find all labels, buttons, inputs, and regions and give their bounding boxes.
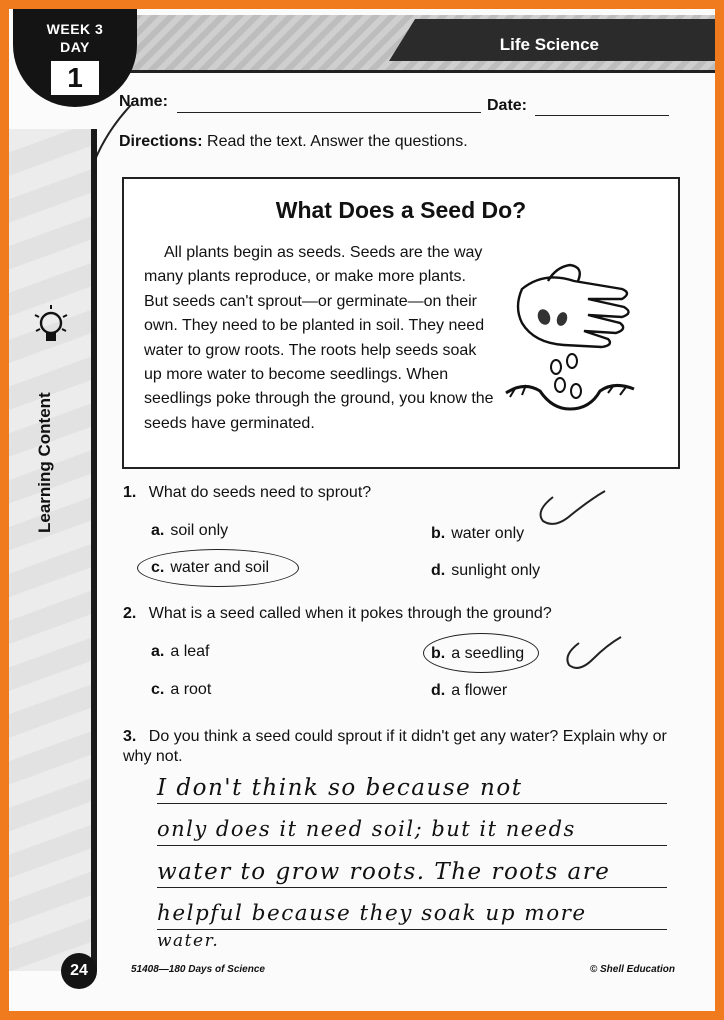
handwritten-answer-line-5: water.: [157, 931, 220, 951]
q2-option-b-letter: b.: [431, 645, 446, 662]
name-field[interactable]: [177, 112, 481, 113]
q1-option-a[interactable]: [151, 522, 228, 540]
q1-option-d-letter: d.: [431, 562, 446, 579]
q2-option-a[interactable]: [151, 643, 209, 661]
q2-option-c[interactable]: [151, 681, 211, 699]
teacher-check-mark-q1: [531, 485, 611, 531]
q1-option-a-text: soil only: [170, 522, 229, 539]
publisher: © Shell Education: [589, 964, 675, 975]
subject-label: Life Science: [499, 35, 599, 54]
question-2-text: What is a seed called when it pokes through the ground?: [148, 605, 552, 622]
question-3-text: Do you think a seed could sprout if it didn't get any water? Explain why or why not.: [123, 728, 667, 765]
q1-option-d-text: sunlight only: [451, 562, 541, 579]
lightbulb-icon: [33, 305, 69, 349]
question-3: [123, 727, 679, 767]
reading-passage-box: [122, 177, 680, 469]
answer-line-1[interactable]: [157, 803, 667, 804]
page-number: 24: [61, 953, 97, 989]
answer-line-3[interactable]: [157, 887, 667, 888]
directions-label: Directions:: [119, 133, 203, 150]
q1-option-d[interactable]: [431, 562, 540, 580]
question-1-text: What do seeds need to sprout?: [148, 484, 372, 501]
date-field[interactable]: [535, 115, 669, 116]
q1-option-c-letter: c.: [151, 559, 165, 576]
q1-option-a-letter: a.: [151, 522, 165, 539]
question-1-number: 1.: [123, 484, 137, 501]
q2-option-d[interactable]: [431, 682, 507, 700]
question-2: [123, 605, 552, 623]
passage-title: What Does a Seed Do?: [275, 197, 527, 223]
q1-option-b-text: water only: [451, 525, 525, 542]
hand-seeds-illustration: [504, 259, 664, 419]
answer-line-2[interactable]: [157, 845, 667, 846]
q2-option-c-text: a root: [170, 681, 212, 698]
worksheet-page: [9, 9, 715, 1011]
q2-option-d-letter: d.: [431, 682, 446, 699]
date-label: Date:: [487, 97, 528, 114]
passage-text: All plants begin as seeds. Seeds are the way many plants reproduce, or make more plants. But seeds can't sprout—or germinate—on their own. They need to be planted in soil. They need water to grow roots. The roots help seeds soak up more water to become seedlings. When seedlings poke through the ground, you know the seeds have germinated.: [144, 244, 494, 432]
sidebar: [9, 129, 97, 971]
q2-option-a-letter: a.: [151, 643, 165, 660]
day-number: 1: [67, 62, 83, 93]
week-label: WEEK 3: [46, 21, 104, 37]
q2-option-b-text: a seedling: [451, 645, 525, 662]
answer-line-4[interactable]: [157, 929, 667, 930]
question-3-number: 3.: [123, 728, 137, 745]
handwritten-answer-line-3: water to grow roots. The roots are: [157, 859, 611, 885]
q2-option-b[interactable]: [431, 645, 524, 663]
q1-option-b-letter: b.: [431, 525, 446, 542]
name-label: Name:: [119, 93, 168, 110]
q2-option-d-text: a flower: [451, 682, 508, 699]
learning-content-label: Learning Content: [35, 392, 54, 533]
handwritten-answer-line-1: I don't think so because not: [157, 775, 523, 801]
book-title: 51408—180 Days of Science: [131, 964, 265, 975]
q1-option-b[interactable]: [431, 525, 524, 543]
question-2-number: 2.: [123, 605, 137, 622]
question-1: [123, 484, 371, 502]
directions: [119, 133, 468, 151]
teacher-check-mark-q2: [557, 631, 627, 675]
q1-option-c-text: water and soil: [170, 559, 270, 576]
day-label: DAY: [60, 39, 90, 55]
handwritten-answer-line-4: helpful because they soak up more: [157, 901, 587, 926]
directions-text: Read the text. Answer the questions.: [207, 133, 468, 150]
q2-option-c-letter: c.: [151, 681, 165, 698]
q1-option-c[interactable]: [151, 559, 269, 577]
q2-option-a-text: a leaf: [170, 643, 210, 660]
handwritten-answer-line-2: only does it need soil; but it needs: [157, 817, 576, 841]
